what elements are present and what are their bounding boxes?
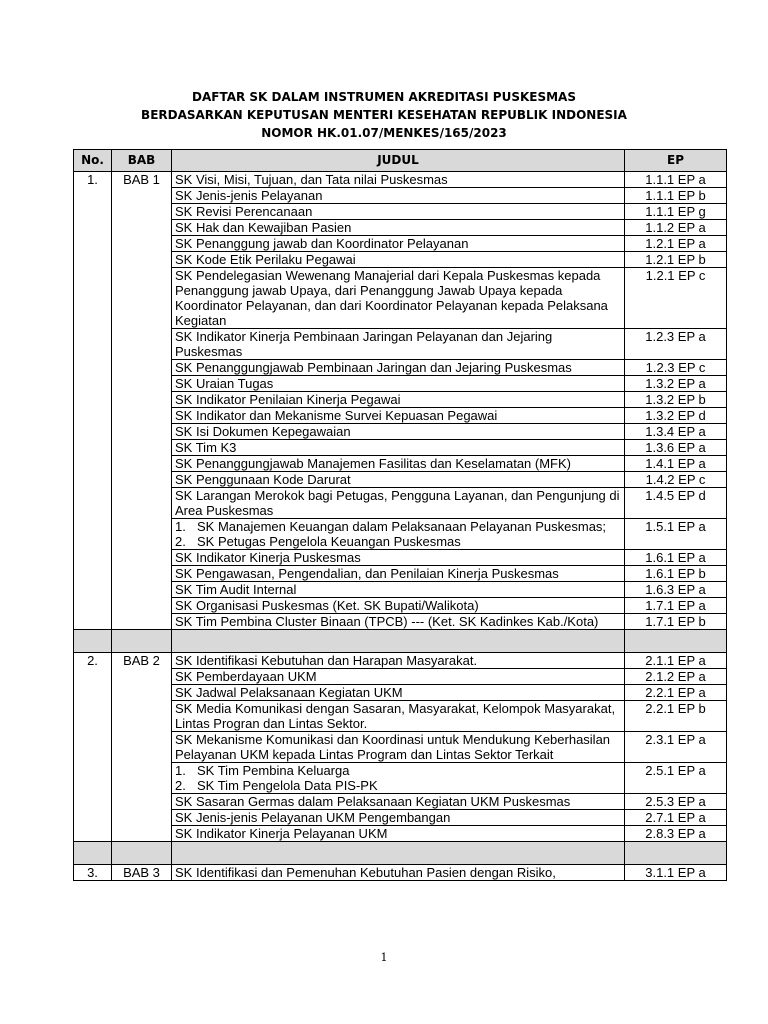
cell-no: 1. [74, 172, 112, 630]
cell-ep: 2.5.3 EP a [625, 794, 727, 810]
cell-bab: BAB 2 [112, 653, 172, 842]
document-title-line-2: BERDASARKAN KEPUTUSAN MENTERI KESEHATAN REPUBLIK INDONESIA [141, 108, 627, 122]
table-row [74, 669, 727, 685]
cell-judul: SK Jenis-jenis Pelayanan UKM Pengembangan [172, 810, 625, 826]
cell-judul: SK Jadwal Pelaksanaan Kegiatan UKM [172, 685, 625, 701]
cell-ep: 1.2.1 EP c [625, 268, 727, 329]
table-row [74, 685, 727, 701]
table-row [74, 732, 727, 763]
cell-ep: 1.7.1 EP b [625, 614, 727, 630]
cell-ep: 1.3.2 EP b [625, 392, 727, 408]
cell-ep: 1.1.2 EP a [625, 220, 727, 236]
cell-ep: 2.5.1 EP a [625, 763, 727, 794]
cell-bab: BAB 3 [112, 865, 172, 881]
cell-no: 2. [74, 653, 112, 842]
cell-judul [172, 519, 625, 550]
cell-judul: SK Visi, Misi, Tujuan, dan Tata nilai Puskesmas [172, 172, 625, 188]
separator-cell [74, 630, 112, 653]
cell-ep: 2.1.2 EP a [625, 669, 727, 685]
table-row [74, 268, 727, 329]
cell-ep: 3.1.1 EP a [625, 865, 727, 881]
cell-ep: 1.4.5 EP d [625, 488, 727, 519]
cell-judul: SK Indikator dan Mekanisme Survei Kepuasan Pegawai [172, 408, 625, 424]
cell-judul: SK Revisi Perencanaan [172, 204, 625, 220]
separator-cell [625, 630, 727, 653]
table-row [74, 392, 727, 408]
item-text: SK Tim Pengelola Data PIS-PK [197, 778, 378, 793]
cell-ep: 1.4.2 EP c [625, 472, 727, 488]
cell-ep: 1.6.1 EP a [625, 550, 727, 566]
separator-cell [172, 630, 625, 653]
item-number: 2. [175, 534, 186, 549]
cell-ep: 1.1.1 EP a [625, 172, 727, 188]
item-text: SK Petugas Pengelola Keuangan Puskesmas [197, 534, 461, 549]
cell-ep: 1.5.1 EP a [625, 519, 727, 550]
cell-judul: SK Pendelegasian Wewenang Manajerial dari Kepala Puskesmas kepada Penanggung jawab Upaya, dari Penanggung Jawab Upaya kepada Koordinator Pelayanan, dan dari Koordinator Pelayanan kepada Pelaksana Kegiatan [172, 268, 625, 329]
table-header-row [74, 150, 727, 172]
header-ep: EP [625, 150, 727, 172]
page-number: 1 [380, 951, 388, 964]
table-row [74, 519, 727, 550]
header-judul: JUDUL [172, 150, 625, 172]
cell-judul: SK Indikator Kinerja Pelayanan UKM [172, 826, 625, 842]
cell-judul: SK Tim Audit Internal [172, 582, 625, 598]
cell-ep: 1.2.1 EP a [625, 236, 727, 252]
cell-ep: 1.2.3 EP c [625, 360, 727, 376]
cell-ep: 2.2.1 EP b [625, 701, 727, 732]
cell-ep: 1.2.1 EP b [625, 252, 727, 268]
sk-table [73, 149, 727, 881]
table-row [74, 456, 727, 472]
cell-ep: 1.4.1 EP a [625, 456, 727, 472]
cell-judul: SK Pengawasan, Pengendalian, dan Penilaian Kinerja Puskesmas [172, 566, 625, 582]
cell-judul: SK Penanggung jawab dan Koordinator Pelayanan [172, 236, 625, 252]
cell-ep: 2.7.1 EP a [625, 810, 727, 826]
cell-judul: SK Larangan Merokok bagi Petugas, Pengguna Layanan, dan Pengunjung di Area Puskesmas [172, 488, 625, 519]
cell-ep: 1.3.2 EP a [625, 376, 727, 392]
table-row [74, 566, 727, 582]
table-row [74, 424, 727, 440]
cell-ep: 1.3.4 EP a [625, 424, 727, 440]
item-text: SK Tim Pembina Keluarga [197, 763, 350, 778]
separator-cell [172, 842, 625, 865]
table-row [74, 188, 727, 204]
table-row [74, 376, 727, 392]
cell-judul: SK Organisasi Puskesmas (Ket. SK Bupati/Walikota) [172, 598, 625, 614]
cell-judul: SK Isi Dokumen Kepegawaian [172, 424, 625, 440]
cell-judul: SK Uraian Tugas [172, 376, 625, 392]
table-row [74, 408, 727, 424]
cell-ep: 1.7.1 EP a [625, 598, 727, 614]
table-row [74, 204, 727, 220]
cell-ep: 1.2.3 EP a [625, 329, 727, 360]
table-row [74, 810, 727, 826]
cell-judul [172, 763, 625, 794]
table-row [74, 236, 727, 252]
item-number: 2. [175, 778, 186, 793]
cell-judul: SK Identifikasi Kebutuhan dan Harapan Masyarakat. [172, 653, 625, 669]
table-row [74, 472, 727, 488]
table-row [74, 550, 727, 566]
table-row [74, 252, 727, 268]
cell-judul: SK Penanggungjawab Manajemen Fasilitas dan Keselamatan (MFK) [172, 456, 625, 472]
cell-judul: SK Pemberdayaan UKM [172, 669, 625, 685]
cell-judul: SK Identifikasi dan Pemenuhan Kebutuhan Pasien dengan Risiko, [172, 865, 625, 881]
item-number: 1. [175, 519, 186, 534]
separator-cell [112, 842, 172, 865]
cell-ep: 2.2.1 EP a [625, 685, 727, 701]
separator-cell [625, 842, 727, 865]
header-bab: BAB [112, 150, 172, 172]
table-row [74, 582, 727, 598]
numbered-item [175, 519, 621, 534]
table-row [74, 360, 727, 376]
cell-judul: SK Indikator Kinerja Pembinaan Jaringan Pelayanan dan Jejaring Puskesmas [172, 329, 625, 360]
cell-ep: 2.1.1 EP a [625, 653, 727, 669]
numbered-item [175, 763, 621, 778]
cell-judul: SK Media Komunikasi dengan Sasaran, Masyarakat, Kelompok Masyarakat, Lintas Progran dan Lintas Sektor. [172, 701, 625, 732]
cell-ep: 1.6.1 EP b [625, 566, 727, 582]
table-row [74, 701, 727, 732]
cell-judul: SK Kode Etik Perilaku Pegawai [172, 252, 625, 268]
group-separator-row [74, 630, 727, 653]
cell-ep: 1.1.1 EP g [625, 204, 727, 220]
item-number: 1. [175, 763, 186, 778]
table-row [74, 614, 727, 630]
header-no: No. [74, 150, 112, 172]
numbered-item [175, 778, 621, 793]
numbered-item [175, 534, 621, 549]
cell-judul: SK Indikator Kinerja Puskesmas [172, 550, 625, 566]
table-row [74, 794, 727, 810]
table-row [74, 763, 727, 794]
cell-judul: SK Tim K3 [172, 440, 625, 456]
table-row [74, 440, 727, 456]
table-row [74, 220, 727, 236]
cell-judul: SK Tim Pembina Cluster Binaan (TPCB) --- (Ket. SK Kadinkes Kab./Kota) [172, 614, 625, 630]
document-title-line-3: NOMOR HK.01.07/MENKES/165/2023 [261, 126, 507, 140]
group-separator-row [74, 842, 727, 865]
table-row [74, 329, 727, 360]
cell-judul: SK Sasaran Germas dalam Pelaksanaan Kegiatan UKM Puskesmas [172, 794, 625, 810]
cell-ep: 1.6.3 EP a [625, 582, 727, 598]
table-row [74, 488, 727, 519]
table-row [74, 865, 727, 881]
table-row [74, 598, 727, 614]
table-body [74, 172, 727, 881]
item-text: SK Manajemen Keuangan dalam Pelaksanaan Pelayanan Puskesmas; [197, 519, 607, 534]
cell-judul: SK Mekanisme Komunikasi dan Koordinasi untuk Mendukung Keberhasilan Pelayanan UKM kepada Lintas Program dan Lintas Sektor Terkait [172, 732, 625, 763]
cell-no: 3. [74, 865, 112, 881]
table-row [74, 653, 727, 669]
cell-ep: 2.8.3 EP a [625, 826, 727, 842]
cell-judul: SK Indikator Penilaian Kinerja Pegawai [172, 392, 625, 408]
cell-judul: SK Jenis-jenis Pelayanan [172, 188, 625, 204]
cell-ep: 1.1.1 EP b [625, 188, 727, 204]
cell-judul: SK Penggunaan Kode Darurat [172, 472, 625, 488]
cell-judul: SK Penanggungjawab Pembinaan Jaringan dan Jejaring Puskesmas [172, 360, 625, 376]
separator-cell [112, 630, 172, 653]
separator-cell [74, 842, 112, 865]
cell-ep: 1.3.2 EP d [625, 408, 727, 424]
table-row [74, 826, 727, 842]
cell-ep: 1.3.6 EP a [625, 440, 727, 456]
cell-ep: 2.3.1 EP a [625, 732, 727, 763]
table-row [74, 172, 727, 188]
cell-bab: BAB 1 [112, 172, 172, 630]
cell-judul: SK Hak dan Kewajiban Pasien [172, 220, 625, 236]
document-title-line-1: DAFTAR SK DALAM INSTRUMEN AKREDITASI PUSKESMAS [192, 90, 576, 104]
